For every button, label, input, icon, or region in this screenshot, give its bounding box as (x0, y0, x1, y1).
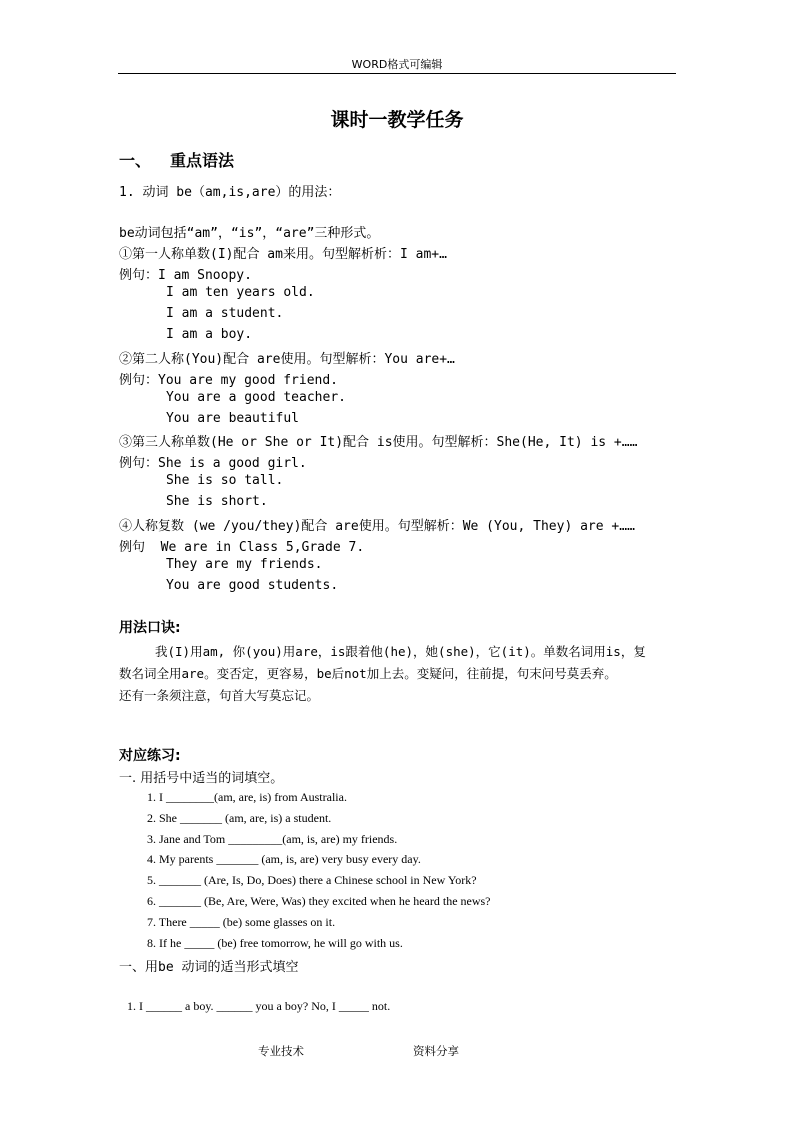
practice-heading: 对应练习: (119, 748, 181, 764)
mnemonic-line: 数名词全用are。变否定，更容易，be后not加上去。变疑问，往前提，句末问号莫丢弃。 (119, 666, 617, 681)
exercise-item: 4. My parents _______ (am, is, are) very busy every day. (147, 852, 421, 866)
practice-part2-title: 一、用be 动词的适当形式填空 (119, 960, 299, 975)
section-number: 一、 (119, 151, 152, 170)
example-line: You are beautiful (119, 411, 300, 426)
example-line: You are a good teacher. (119, 390, 346, 405)
exercise-item: 2. She _______ (am, are, is) a student. (147, 811, 332, 825)
mnemonic-heading: 用法口诀: (119, 620, 181, 636)
rule-second-person: ②第二人称(You)配合 are使用。句型解析：You are+… (119, 352, 455, 367)
exercise-item: 6. _______ (Be, Are, Were, Was) they excited when he heard the news? (147, 894, 491, 908)
exercise-item: 1. I ______ a boy. ______ you a boy? No, I _____ not. (127, 999, 391, 1013)
page-header: WORD格式可编辑 (351, 58, 443, 71)
example-line: She is so tall. (119, 473, 284, 488)
exercise-item: 3. Jane and Tom _________(am, is, are) my friends. (147, 832, 398, 846)
section-heading: 重点语法 (170, 151, 235, 170)
exercise-item: 7. There _____ (be) some glasses on it. (147, 915, 336, 929)
header-divider (118, 73, 676, 74)
rule-third-person: ③第三人称单数(He or She or It)配合 is使用。句型解析：She(He, It) is +…… (119, 435, 638, 450)
example-line: 例句：She is a good girl. (119, 456, 307, 471)
footer-left: 专业技术 (258, 1044, 304, 1058)
practice-part1-title: 一. 用括号中适当的词填空。 (119, 771, 284, 786)
example-line: You are good students. (119, 578, 339, 593)
grammar-item-1: 1. 动词 be（am,is,are）的用法： (119, 185, 341, 200)
example-line: I am a boy. (119, 327, 253, 342)
example-line: She is short. (119, 494, 268, 509)
example-line: 例句 We are in Class 5,Grade 7. (119, 540, 365, 555)
document-title: 课时一教学任务 (330, 109, 464, 131)
be-intro: be动词包括“am”，“is”，“are”三种形式。 (119, 226, 380, 241)
example-line: I am a student. (119, 306, 284, 321)
example-line: 例句：You are my good friend. (119, 373, 339, 388)
rule-first-person: ①第一人称单数(I)配合 am来用。句型解析析：I am+… (119, 247, 447, 262)
exercise-item: 5. _______ (Are, Is, Do, Does) there a Chinese school in New York? (147, 873, 477, 887)
exercise-item: 8. If he _____ (be) free tomorrow, he will go with us. (147, 936, 403, 950)
example-line: 例句：I am Snoopy. (119, 268, 252, 283)
rule-plural: ④人称复数 (we /you/they)配合 are使用。句型解析：We (You, They) are +…… (119, 519, 635, 534)
exercise-item: 1. I ________(am, are, is) from Australia. (147, 790, 347, 804)
example-line: I am ten years old. (119, 285, 315, 300)
example-line: They are my friends. (119, 557, 323, 572)
mnemonic-line: 我(I)用am, 你(you)用are，is跟着他(he)，她(she)，它(it)。单数名词用is，复 (155, 644, 646, 659)
footer-right: 资料分享 (413, 1044, 459, 1058)
mnemonic-line: 还有一条须注意，句首大写莫忘记。 (119, 688, 320, 703)
